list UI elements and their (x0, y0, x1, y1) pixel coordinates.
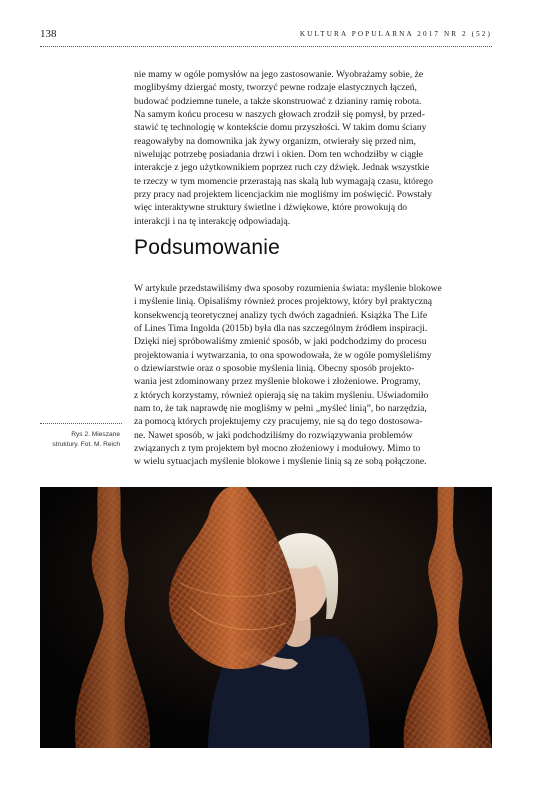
caption-line: struktury. Fot. M. Reich (52, 441, 120, 448)
text-line: o dziewiarstwie oraz o sposobie myślenia linią. Obecny sposób projekto- (134, 363, 415, 375)
paragraph-intro (134, 68, 494, 228)
text-line: związanych z tym projektem był mocno złożeniowy i modułowy. Mimo to (134, 443, 421, 455)
running-header (40, 26, 492, 47)
text-line: W artykule przedstawiliśmy dwa sposoby rozumienia świata: myślenie blokowe (134, 283, 442, 294)
text-line: niwelując potrzebę posiadania drzwi i okien. Dom ten wchodziłby w ciągłe (134, 149, 424, 161)
text-line: ne. Nawet sposób, w jaki podchodziliśmy do rozwiązywania problemów (134, 429, 413, 441)
text-line: nam to, że tak naprawdę nie mogliśmy w pełni „myśleć linią”, bo narzędzia, (134, 403, 427, 415)
text-line: z których korzystamy, również opierają się na takim myśleniu. Uświadomiło (134, 389, 429, 401)
text-line: stawić tę technologię w kontekście domu przyszłości. W takim domu ściany (134, 122, 427, 134)
figure-caption (40, 430, 120, 450)
text-line: za pomocą których projektujemy czy pracujemy, nie są do tego dostosowa- (134, 416, 423, 428)
text-line: więc interaktywne struktury świetlne i dźwiękowe, które prowokują do (134, 202, 408, 214)
text-line: projektowania i wytwarzania, to ona spowodowała, że w ogóle pomyśleliśmy (134, 349, 432, 361)
caption-divider (40, 423, 122, 424)
text-line: of Lines Tima Ingolda (2015b) była dla nas szczególnym źródłem inspiracji. (134, 323, 428, 335)
figure-photo (40, 487, 492, 748)
text-line: te rzeczy w tym momencie przerastają nas skalą lub wymagają czasu, którego (134, 175, 433, 187)
text-line: nie mamy w ogóle pomysłów na jego zastosowanie. Wyobrażamy sobie, że (134, 69, 424, 80)
paragraph-summary (134, 282, 494, 469)
section-heading: Podsumowanie (134, 236, 280, 259)
text-line: reagowałyby na domownika jak żywy organizm, otwierały się przed nim, (134, 135, 416, 147)
text-line: w wielu sytuacjach myślenie blokowe i myślenie linią są ze sobą połączone. (134, 456, 427, 468)
text-line: Dzięki niej spróbowaliśmy zmienić sposób, w jaki podchodzimy do procesu (134, 336, 427, 348)
page-number: 138 (40, 28, 57, 40)
text-line: budować podziemne tunele, a także skonstruować z dzianiny ramię robota. (134, 95, 422, 107)
text-line: wania jest zdominowany przez myślenie blokowe i złożeniowe. Programy, (134, 376, 421, 388)
text-line: konsekwencją teoretycznej analizy tych dwóch zagadnień. Książka The Life (134, 309, 428, 321)
text-line: Na samym końcu procesu w naszych głowach zrodził się pomysł, by przed- (134, 109, 425, 121)
text-line: interakcje z jego użytkownikiem poprzez ruch czy dźwięk. Jednak wszystkie (134, 162, 430, 174)
caption-line: Rys 2. Mieszane (71, 431, 120, 438)
text-line: moglibyśmy dziergać mosty, tworzyć pewne rodzaje elastycznych łączeń, (134, 82, 417, 94)
text-line: i myślenie linią. Opisaliśmy również proces projektowy, który był praktyczną (134, 296, 433, 308)
knitted-structures-photo (40, 487, 492, 748)
text-line: interakcji i na tę interakcję odpowiadają. (134, 215, 291, 227)
journal-title: KULTURA POPULARNA 2017 NR 2 (52) (299, 30, 492, 38)
text-line: przy pracy nad projektem licencjackim nie mogliśmy im poświęcić. Powstały (134, 189, 432, 201)
